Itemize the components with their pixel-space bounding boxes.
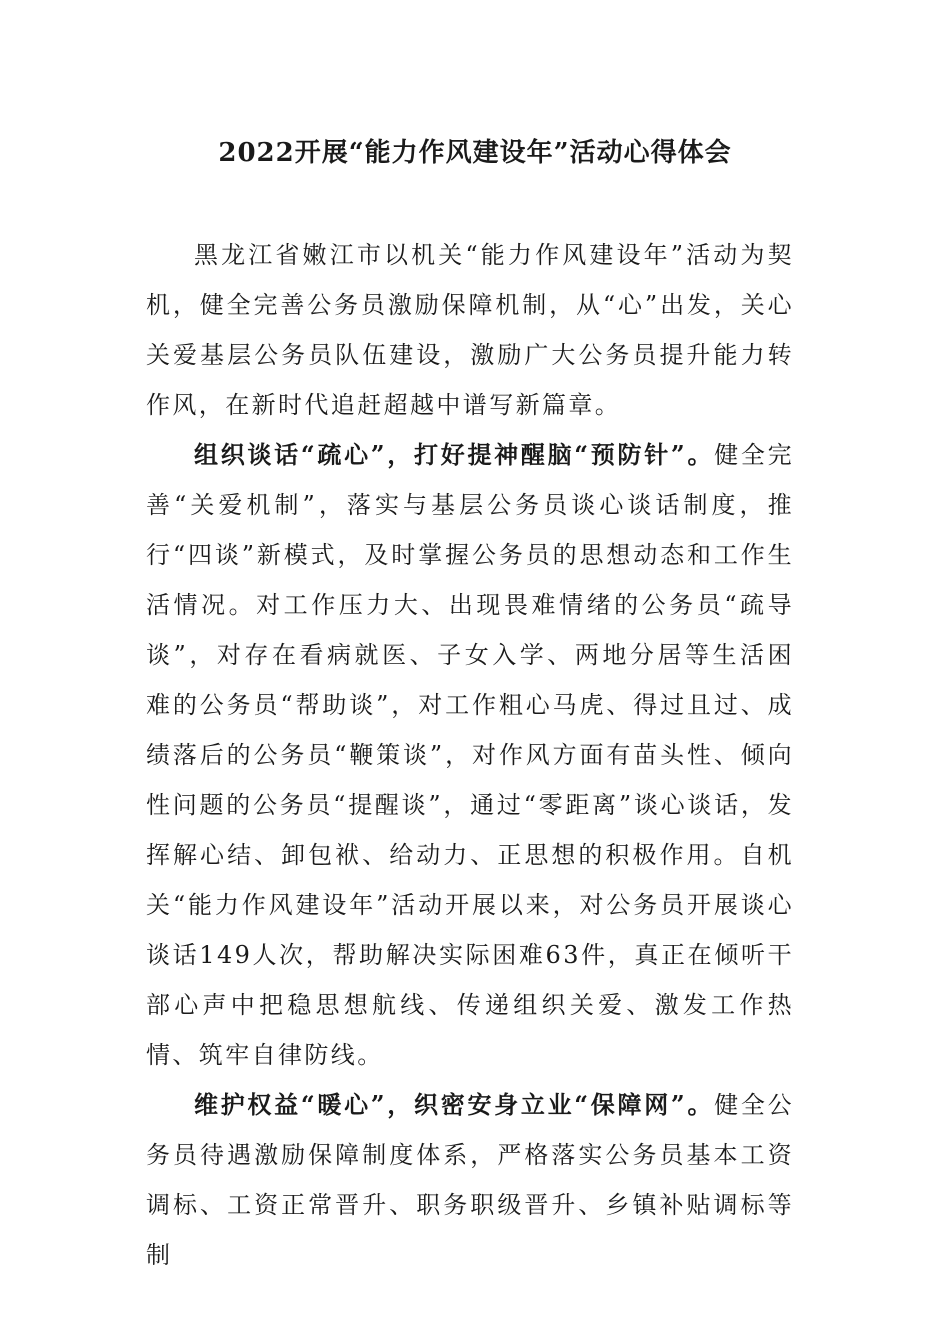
paragraph-talks — [146, 430, 794, 1080]
paragraph-text: 黑龙江省嫩江市以机关“能力作风建设年”活动为契机，健全完善公务员激励保障机制，从“心”出发，关心关爱基层公务员队伍建设，激励广大公务员提升能力转作风，在新时代追赶超越中谱写新篇章。 — [146, 241, 794, 419]
paragraph-text: 健全完善“关爱机制”，落实与基层公务员谈心谈话制度，推行“四谈”新模式，及时掌握公务员的思想动态和工作生活情况。对工作压力大、出现畏难情绪的公务员“疏导谈”，对存在看病就医、子女入学、两地分居等生活困难的公务员“帮助谈”，对工作粗心马虎、得过且过、成绩落后的公务员“鞭策谈”，对作风方面有苗头性、倾向性问题的公务员“提醒谈”，通过“零距离”谈心谈话，发挥解心结、卸包袱、给动力、正思想的积极作用。自机关“能力作风建设年”活动开展以来，对公务员开展谈心谈话149人次，帮助解决实际困难63件，真正在倾听干部心声中把稳思想航线、传递组织关爱、激发工作热情、筑牢自律防线。 — [146, 441, 794, 1069]
paragraph-lead: 组织谈话“疏心”，打好提神醒脑“预防针”。 — [194, 440, 715, 469]
document-body — [146, 230, 794, 1280]
document-title: 2022开展“能力作风建设年”活动心得体会 — [218, 138, 732, 168]
paragraph-lead: 维护权益“暖心”，织密安身立业“保障网”。 — [194, 1090, 715, 1119]
paragraph-rights — [146, 1080, 794, 1280]
paragraph-text: 健全公务员待遇激励保障制度体系，严格落实公务员基本工资调标、工资正常晋升、职务职级晋升、乡镇补贴调标等制 — [146, 1091, 794, 1269]
paragraph-intro — [146, 230, 794, 430]
